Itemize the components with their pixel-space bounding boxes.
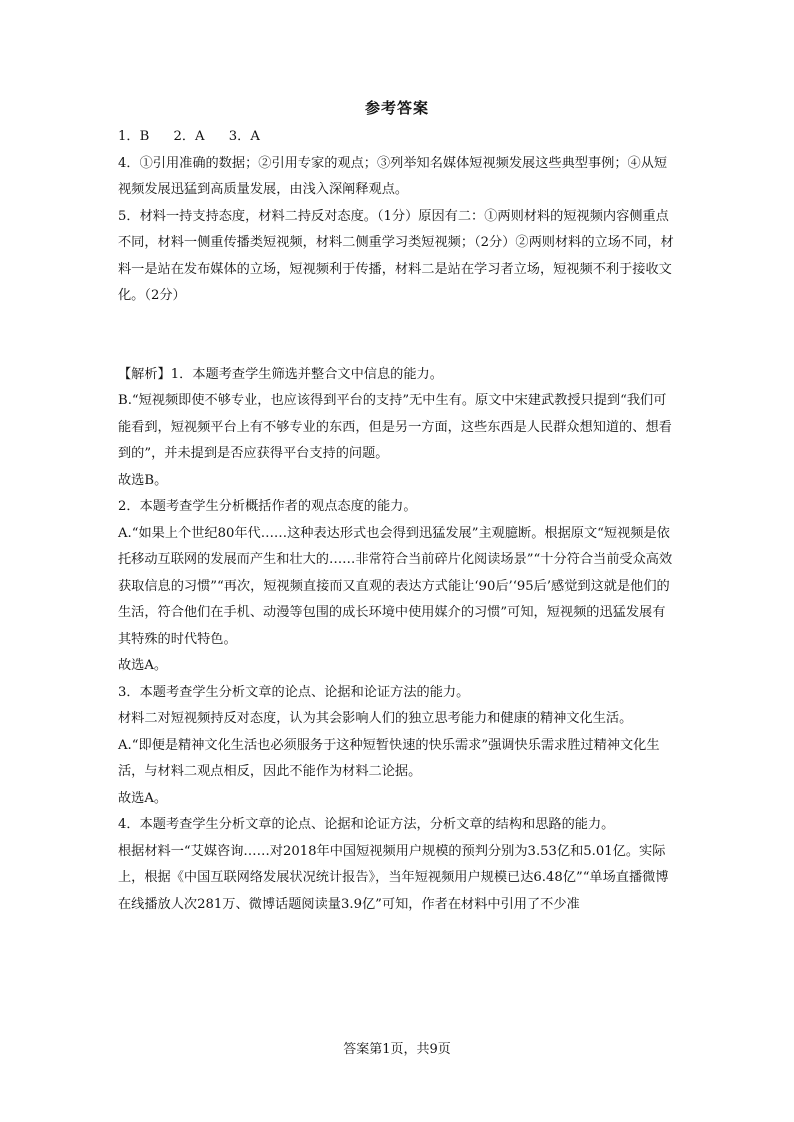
analysis-paragraph: 故选A。 [118, 658, 168, 673]
analysis-paragraph: B.“短视频即使不够专业，也应该得到平台的支持”无中生有。原文中宋建武教授只提到“我们可能看到，短视频平台上有不够专业的东西，但是另一方面，这些东西是人民群众想知道的、想看到的”，并未提到是否应获得平台支持的问题。 [118, 393, 672, 461]
section-gap [118, 310, 678, 362]
analysis-paragraph: 根据材料一“艾媒咨询……对2018年中国短视频用户规模的预判分别为3.53亿和5.01亿。实际上，根据《中国互联网络发展状况统计报告》，当年短视频用户规模已达6.48亿”“单场直播微博在线播放人次281万、微博话题阅读量3.9亿”可知，作者在材料中引用了不少准 [118, 843, 669, 912]
analysis-paragraph: 3．本题考查学生分析文章的论点、论据和论证方法的能力。 [118, 684, 470, 700]
page-footer: 答案第1页，共9页 [343, 1042, 451, 1057]
analysis-paragraph: 2．本题考查学生分析概括作者的观点态度的能力。 [118, 499, 417, 514]
content-body [118, 124, 678, 918]
answers-line [118, 124, 678, 151]
analysis-paragraph: 材料二对短视频持反对态度，认为其会影响人们的独立思考能力和健康的精神文化生活。 [118, 711, 633, 726]
answer-1: 1．B [118, 129, 150, 144]
answer-2: 2．A [173, 129, 205, 144]
answer-5: 5．材料一持支持态度，材料二持反对态度。（1分）原因有二：①两则材料的短视频内容侧重点不同，材料一侧重传播类短视频，材料二侧重学习类短视频；（2分）②两则材料的立场不同，材料一是站在发布媒体的立场，短视频利于传播，材料二是站在学习者立场，短视频不利于接收文化。（2分） [118, 208, 674, 303]
page-title: 参考答案 [364, 99, 429, 117]
analysis-paragraph: A.“即便是精神文化生活也必须服务于这种短暂快速的快乐需求”强调快乐需求胜过精神文化生活，与材料二观点相反，因此不能作为材料二论据。 [118, 737, 660, 779]
analysis-paragraph: A.“如果上个世纪80年代……这种表达形式也会得到迅猛发展”主观臆断。根据原文“短视频是依托移动互联网的发展而产生和壮大的……非常符合当前碎片化阅读场景”“十分符合当前受众高效获取信息的习惯”“再次，短视频直接而又直观的表达方式能让‘90后’‘95后’感觉到这就是他们的生活，符合他们在手机、动漫等包围的成长环境中使用媒介的习惯”可知，短视频的迅猛发展有其特殊的时代特色。 [118, 525, 673, 647]
analysis-paragraph: 故选A。 [118, 790, 168, 806]
answer-3: 3．A [228, 129, 260, 144]
analysis-paragraph: 故选B。 [118, 472, 168, 488]
analysis-paragraph: 4．本题考查学生分析文章的论点、论据和论证方法，分析文章的结构和思路的能力。 [118, 817, 615, 832]
answer-4: 4．①引用准确的数据；②引用专家的观点；③列举知名媒体短视频发展这些典型事例；④从短视频发展迅猛到高质量发展，由浅入深阐释观点。 [118, 155, 668, 197]
analysis-paragraph: 【解析】1．本题考查学生筛选并整合文中信息的能力。 [118, 366, 443, 382]
